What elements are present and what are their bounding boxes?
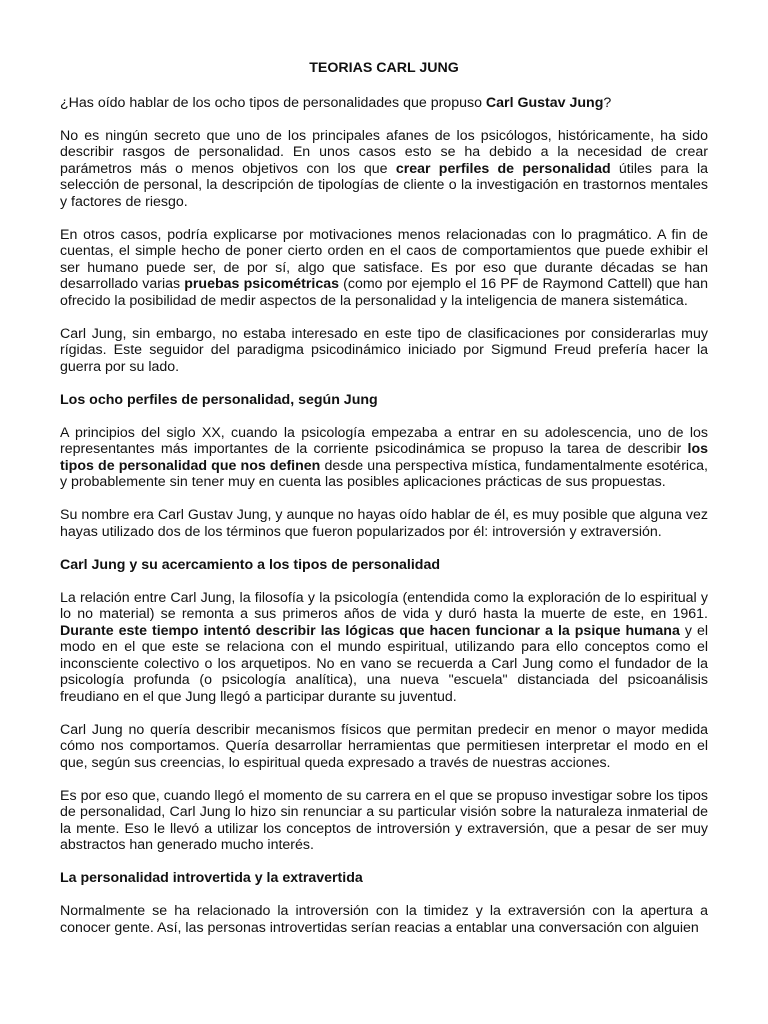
bold-text: los tipos de personalidad que nos definen [60,441,708,474]
section-heading [60,557,708,574]
text-run: Carl Jung y su acercamiento a los tipos de personalidad [60,556,441,573]
text-run: ? [603,94,612,111]
document-body [60,95,708,937]
text-run: útiles para la selección de personal, la descripción de tipologías de cliente o la investigación en trastornos mentales y factores de riesgo. [60,160,708,210]
paragraph [60,722,708,772]
paragraph [60,590,708,706]
text-run: La relación entre Carl Jung, la filosofía y la psicología (entendida como la exploración de lo espiritual y lo no material) se remonta a sus primeros años de vida y duró hasta la muerte de este, en 1961. [60,589,708,622]
text-run: Carl Jung, sin embargo, no estaba interesado en este tipo de clasificaciones por considerarlas muy rígidas. Este seguidor del paradigma psicodinámico iniciado por Sigmund Freud prefería hacer la guerra por su lado. [60,325,708,375]
paragraph [60,425,708,491]
text-run: y el modo en el que este se relaciona con el mundo espiritual, utilizando para ello conceptos como el inconsciente colectivo o los arquetipos. No en vano se recuerda a Carl Jung como el fundador de la psicología profunda (o psicología analítica), una nueva "escuela" distanciada del psicoanálisis freudiano en el que Jung llegó a participar durante su juventud. [60,622,708,705]
text-run: No es ningún secreto que uno de los principales afanes de los psicólogos, históricamente, ha sido describir rasgos de personalidad. En unos casos esto se ha debido a la necesidad de crear parámetros más o menos objetivos con los que [60,127,708,177]
text-run: Es por eso que, cuando llegó el momento de su carrera en el que se propuso investigar sobre los tipos de personalidad, Carl Jung lo hizo sin renunciar a su particular visión sobre la naturaleza inmaterial de la mente. Eso le llevó a utilizar los conceptos de introversión y extraversión, que a pesar de ser muy abstractos han generado mucho interés. [60,787,708,853]
paragraph [60,903,708,936]
text-run: Los ocho perfiles de personalidad, según Jung [60,391,378,408]
text-run: En otros casos, podría explicarse por motivaciones menos relacionadas con lo pragmático. A fin de cuentas, el simple hecho de poner cierto orden en el caos de comportamientos que puede exhibir el ser humano puede ser, de por sí, algo que satisface. Es por eso que durante décadas se han desarrollado varias [60,226,708,292]
bold-text: Carl Gustav Jung [485,94,604,111]
text-run: La personalidad introvertida y la extravertida [60,870,363,886]
text-run: (como por ejemplo el 16 PF de Raymond Cattell) que han ofrecido la posibilidad de medir aspectos de la personalidad y la inteligencia de manera sistemática. [60,276,708,309]
paragraph [60,507,708,540]
page-title: TEORIAS CARL JUNG [309,60,459,76]
paragraph [60,227,708,310]
bold-text: Durante este tiempo intentó describir las lógicas que hacen funcionar a la psique humana [60,622,680,639]
section-heading [60,870,708,887]
bold-text: pruebas psicométricas [184,276,339,292]
text-run: A principios del siglo XX, cuando la psicología empezaba a entrar en su adolescencia, uno de los representantes más importantes de la corriente psicodinámica se propuso la tarea de describir [60,424,708,457]
bold-text: crear perfiles de personalidad [395,160,611,177]
paragraph [60,128,708,211]
section-heading [60,392,708,409]
paragraph [60,95,708,112]
text-run: Normalmente se ha relacionado la introversión con la timidez y la extraversión con la apertura a conocer gente. Así, las personas introvertidas serían reacias a entablar una conversación con alguien [60,903,708,936]
text-run: ¿Has oído hablar de los ocho tipos de personalidades que propuso [60,94,486,111]
paragraph [60,788,708,854]
text-run: Carl Jung no quería describir mecanismos físicos que permitan predecir en menor o mayor medida cómo nos comportamos. Quería desarrollar herramientas que permitiesen interpretar el modo en el que, según sus creencias, lo espiritual queda expresado a través de nuestras acciones. [60,721,708,771]
paragraph [60,326,708,376]
text-run: Su nombre era Carl Gustav Jung, y aunque no hayas oído hablar de él, es muy posible que alguna vez hayas utilizado dos de los términos que fueron popularizados por él: introversión y extraversión. [60,507,708,540]
text-run: desde una perspectiva mística, fundamentalmente esotérica, y probablemente sin tener muy en cuenta las posibles aplicaciones prácticas de sus propuestas. [60,457,708,490]
